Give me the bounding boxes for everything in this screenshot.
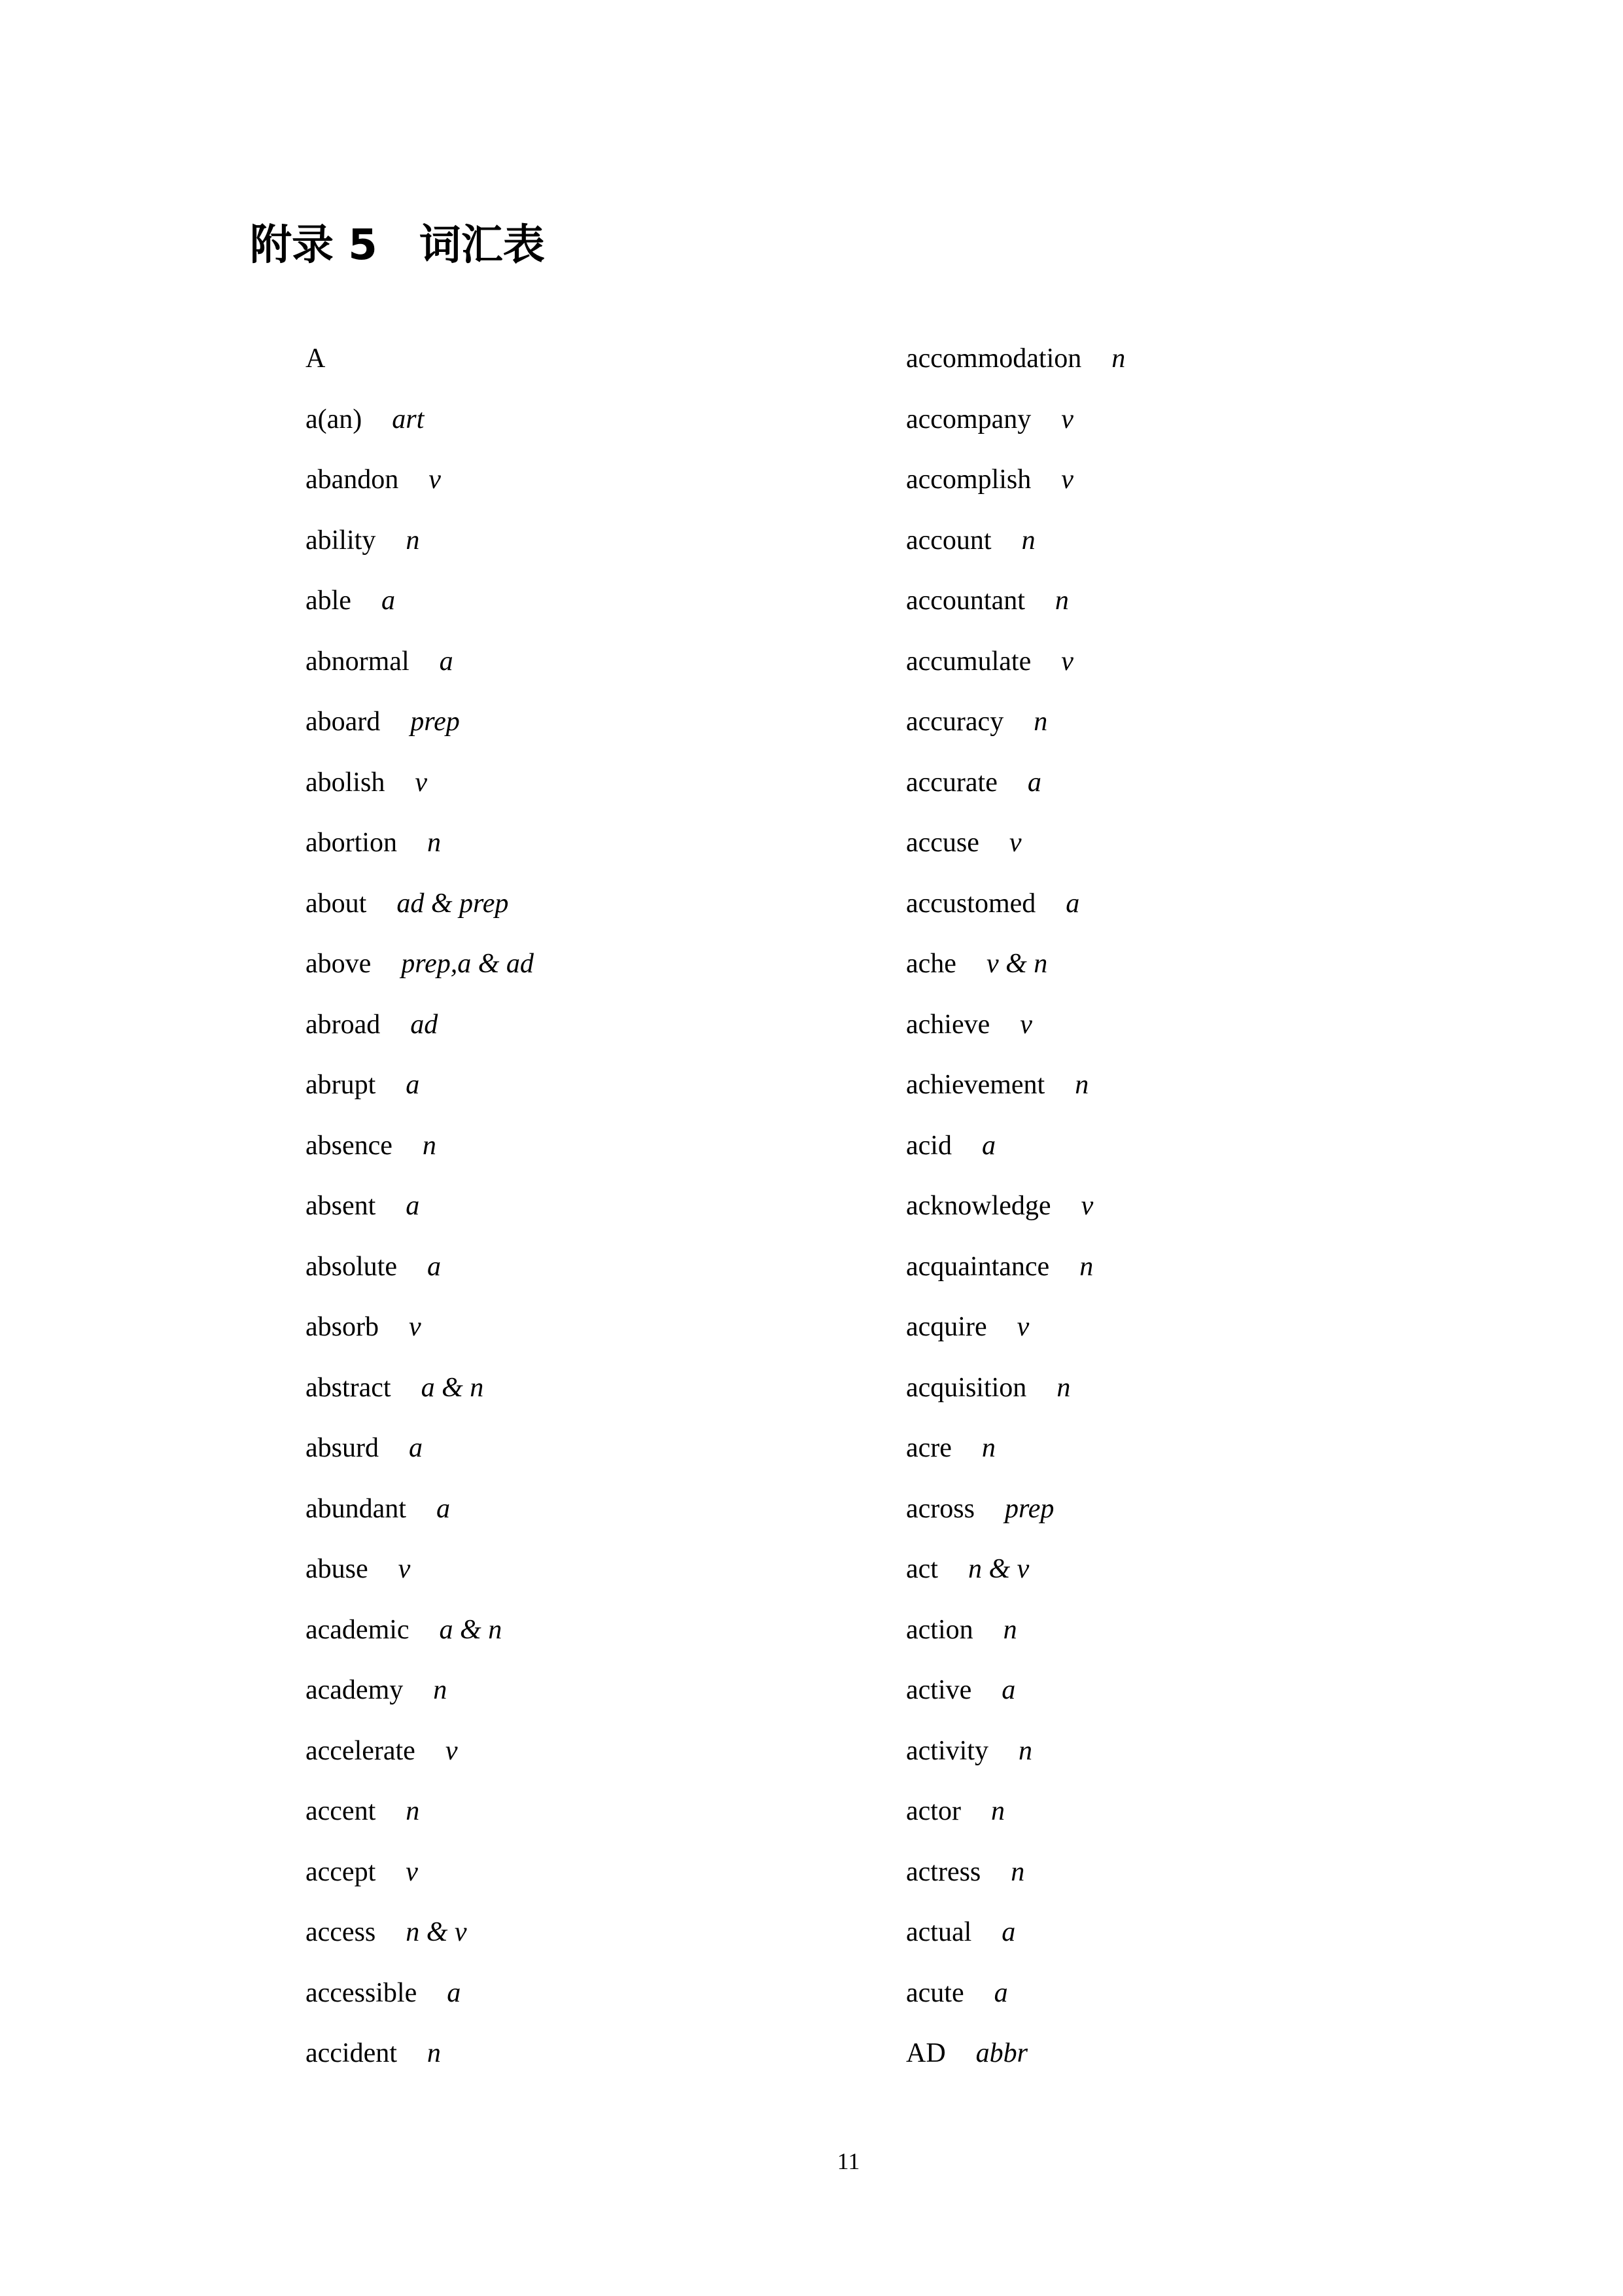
- entry-word: account: [906, 525, 992, 556]
- entry-word: accomplish: [906, 465, 1032, 495]
- entry-part-of-speech: n: [1111, 344, 1126, 374]
- entry-word: activity: [906, 1735, 988, 1766]
- entry-part-of-speech: a & n: [439, 1614, 502, 1645]
- entry-part-of-speech: n: [1079, 1251, 1094, 1282]
- vocabulary-entry: [305, 2032, 534, 2093]
- entry-word: accommodation: [906, 344, 1082, 374]
- vocabulary-entry: [906, 1366, 1125, 1427]
- entry-word: actor: [906, 1796, 961, 1826]
- entry-part-of-speech: v: [445, 1735, 458, 1766]
- entry-word: academy: [305, 1675, 404, 1705]
- entry-word: abandon: [305, 465, 399, 495]
- entry-part-of-speech: v: [1020, 1009, 1032, 1040]
- entry-part-of-speech: v: [398, 1554, 411, 1584]
- entry-word: acre: [906, 1433, 952, 1463]
- entry-word: AD: [906, 2038, 946, 2068]
- entry-part-of-speech: n: [427, 2038, 441, 2068]
- vocabulary-entry: [906, 1426, 1125, 1487]
- vocabulary-entry: [906, 942, 1125, 1003]
- vocabulary-entry: [305, 1971, 534, 2032]
- entry-part-of-speech: n: [1018, 1735, 1032, 1766]
- vocabulary-entry: [906, 579, 1125, 640]
- entry-part-of-speech: n: [981, 1433, 996, 1463]
- vocabulary-entry: [305, 1547, 534, 1608]
- vocabulary-entry: [305, 398, 534, 459]
- entry-word: acknowledge: [906, 1191, 1051, 1221]
- entry-word: active: [906, 1675, 972, 1705]
- entry-word: actress: [906, 1856, 981, 1887]
- vocabulary-entry: [906, 1850, 1125, 1911]
- entry-word: above: [305, 949, 372, 979]
- vocabulary-entry: [906, 458, 1125, 519]
- entry-word: ache: [906, 949, 956, 979]
- entry-part-of-speech: n: [406, 525, 420, 556]
- vocabulary-entry: [906, 640, 1125, 701]
- entry-part-of-speech: n: [422, 1130, 436, 1161]
- entry-part-of-speech: n: [1034, 707, 1048, 737]
- entry-part-of-speech: prep: [1004, 1493, 1055, 1524]
- vocabulary-entry: [906, 1790, 1125, 1850]
- vocabulary-entry: [906, 1003, 1125, 1064]
- vocabulary-entry: [305, 579, 534, 640]
- vocabulary-entry: [305, 1729, 534, 1790]
- vocabulary-entry: [906, 1063, 1125, 1124]
- vocabulary-entry: [906, 1487, 1125, 1548]
- entry-word: actual: [906, 1917, 972, 1947]
- entry-part-of-speech: prep,a & ad: [401, 949, 534, 979]
- entry-part-of-speech: a: [439, 646, 453, 677]
- entry-word: accustomed: [906, 888, 1036, 919]
- vocabulary-entry: [305, 700, 534, 761]
- entry-part-of-speech: v: [1081, 1191, 1094, 1221]
- vocabulary-entry: [305, 640, 534, 701]
- vocabulary-column-left: [305, 337, 534, 2093]
- entry-part-of-speech: n: [1011, 1856, 1025, 1887]
- entry-part-of-speech: a: [1066, 888, 1080, 919]
- vocabulary-entry: [305, 1124, 534, 1185]
- entry-word: abroad: [305, 1009, 381, 1040]
- entry-part-of-speech: a: [408, 1433, 423, 1463]
- entry-word: abnormal: [305, 646, 410, 677]
- entry-word: accept: [305, 1856, 376, 1887]
- vocabulary-entry: [305, 458, 534, 519]
- entry-word: absence: [305, 1130, 393, 1161]
- entry-part-of-speech: v: [406, 1856, 418, 1887]
- entry-word: accessible: [305, 1977, 417, 2008]
- entry-part-of-speech: prep: [410, 707, 460, 737]
- entry-word: abrupt: [305, 1070, 376, 1100]
- entry-word: achieve: [906, 1009, 990, 1040]
- vocabulary-entry: [906, 882, 1125, 943]
- entry-part-of-speech: a: [406, 1191, 420, 1221]
- entry-word: abolish: [305, 767, 385, 798]
- entry-word: able: [305, 586, 351, 616]
- vocabulary-entry: [305, 1487, 534, 1548]
- entry-word: abstract: [305, 1372, 391, 1403]
- vocabulary-entry: [305, 1305, 534, 1366]
- vocabulary-entry: [906, 821, 1125, 882]
- page-title: 附录 5 词汇表: [250, 221, 545, 270]
- entry-word: accountant: [906, 586, 1025, 616]
- vocabulary-entry: [305, 942, 534, 1003]
- entry-word: absent: [305, 1191, 376, 1221]
- entry-part-of-speech: n & v: [406, 1917, 467, 1947]
- vocabulary-entry: [906, 1547, 1125, 1608]
- vocabulary-entry: [906, 1305, 1125, 1366]
- entry-word: acquisition: [906, 1372, 1027, 1403]
- entry-word: acid: [906, 1130, 952, 1161]
- entry-word: absurd: [305, 1433, 379, 1463]
- entry-part-of-speech: a: [436, 1493, 450, 1524]
- entry-word: abortion: [305, 828, 397, 858]
- vocabulary-entry: [906, 700, 1125, 761]
- vocabulary-entry: [305, 1850, 534, 1911]
- entry-part-of-speech: ad & prep: [396, 888, 509, 919]
- entry-part-of-speech: a: [406, 1070, 420, 1100]
- entry-part-of-speech: a: [994, 1977, 1008, 2008]
- entry-part-of-speech: n: [990, 1796, 1005, 1826]
- entry-part-of-speech: v: [1061, 465, 1073, 495]
- vocabulary-entry: [906, 761, 1125, 822]
- entry-part-of-speech: n: [1056, 1372, 1071, 1403]
- entry-part-of-speech: n: [1003, 1614, 1017, 1645]
- entry-part-of-speech: a: [981, 1130, 996, 1161]
- vocabulary-entry: [305, 1366, 534, 1427]
- entry-word: abuse: [305, 1554, 368, 1584]
- entry-part-of-speech: ad: [410, 1009, 438, 1040]
- vocabulary-entry: [305, 1003, 534, 1064]
- entry-part-of-speech: v: [428, 465, 441, 495]
- entry-part-of-speech: v: [415, 767, 427, 798]
- entry-part-of-speech: v & n: [986, 949, 1048, 979]
- page-number: 11: [837, 2148, 860, 2174]
- vocabulary-entry: [305, 337, 534, 398]
- vocabulary-entry: [906, 519, 1125, 580]
- entry-word: accuracy: [906, 707, 1004, 737]
- vocabulary-entry: [305, 761, 534, 822]
- vocabulary-entry: [305, 1063, 534, 1124]
- entry-word: accident: [305, 2038, 397, 2068]
- entry-word: absorb: [305, 1312, 379, 1342]
- vocabulary-entry: [906, 2032, 1125, 2093]
- vocabulary-entry: [305, 882, 534, 943]
- vocabulary-column-right: [906, 337, 1125, 2093]
- vocabulary-entry: [305, 519, 534, 580]
- entry-part-of-speech: a: [447, 1977, 461, 2008]
- entry-part-of-speech: a: [1002, 1917, 1016, 1947]
- entry-part-of-speech: v: [1017, 1312, 1030, 1342]
- entry-part-of-speech: v: [1009, 828, 1022, 858]
- entry-word: accumulate: [906, 646, 1032, 677]
- entry-part-of-speech: n: [406, 1796, 420, 1826]
- entry-word: a(an): [305, 404, 362, 434]
- vocabulary-entry: [305, 1669, 534, 1729]
- entry-word: accelerate: [305, 1735, 415, 1766]
- entry-word: action: [906, 1614, 973, 1645]
- entry-word: abundant: [305, 1493, 406, 1524]
- entry-part-of-speech: n: [427, 828, 441, 858]
- entry-part-of-speech: n & v: [968, 1554, 1030, 1584]
- vocabulary-entry: [906, 1669, 1125, 1729]
- vocabulary-entry: [305, 1790, 534, 1850]
- vocabulary-entry: [305, 821, 534, 882]
- entry-part-of-speech: abbr: [975, 2038, 1028, 2068]
- vocabulary-entry: [906, 337, 1125, 398]
- entry-word: acute: [906, 1977, 964, 2008]
- entry-part-of-speech: a: [1027, 767, 1041, 798]
- entry-part-of-speech: a & n: [421, 1372, 484, 1403]
- entry-word: absolute: [305, 1251, 397, 1282]
- entry-part-of-speech: v: [1061, 404, 1073, 434]
- vocabulary-entry: [305, 1911, 534, 1971]
- entry-part-of-speech: n: [1021, 525, 1036, 556]
- vocabulary-entry: [906, 1245, 1125, 1306]
- entry-part-of-speech: a: [1002, 1675, 1016, 1705]
- entry-word: across: [906, 1493, 975, 1524]
- entry-part-of-speech: art: [392, 404, 425, 434]
- entry-part-of-speech: n: [1075, 1070, 1089, 1100]
- vocabulary-entry: [305, 1426, 534, 1487]
- vocabulary-entry: [305, 1184, 534, 1245]
- entry-word: accurate: [906, 767, 998, 798]
- entry-part-of-speech: a: [381, 586, 395, 616]
- entry-word: accompany: [906, 404, 1032, 434]
- entry-word: achievement: [906, 1070, 1045, 1100]
- vocabulary-entry: [906, 1911, 1125, 1971]
- vocabulary-entry: [305, 1608, 534, 1669]
- entry-part-of-speech: a: [427, 1251, 441, 1282]
- entry-part-of-speech: n: [433, 1675, 447, 1705]
- vocabulary-entry: [906, 1124, 1125, 1185]
- entry-word: aboard: [305, 707, 381, 737]
- entry-word: acquaintance: [906, 1251, 1050, 1282]
- entry-word: access: [305, 1917, 376, 1947]
- entry-part-of-speech: v: [1061, 646, 1073, 677]
- entry-part-of-speech: v: [408, 1312, 421, 1342]
- entry-word: ability: [305, 525, 376, 556]
- vocabulary-entry: [906, 1729, 1125, 1790]
- entry-word: accent: [305, 1796, 376, 1826]
- entry-word: A: [305, 344, 326, 374]
- entry-word: acquire: [906, 1312, 987, 1342]
- entry-part-of-speech: n: [1055, 586, 1069, 616]
- entry-word: about: [305, 888, 367, 919]
- entry-word: act: [906, 1554, 938, 1584]
- entry-word: accuse: [906, 828, 979, 858]
- vocabulary-entry: [305, 1245, 534, 1306]
- vocabulary-entry: [906, 1971, 1125, 2032]
- vocabulary-entry: [906, 1184, 1125, 1245]
- vocabulary-entry: [906, 1608, 1125, 1669]
- entry-word: academic: [305, 1614, 410, 1645]
- vocabulary-entry: [906, 398, 1125, 459]
